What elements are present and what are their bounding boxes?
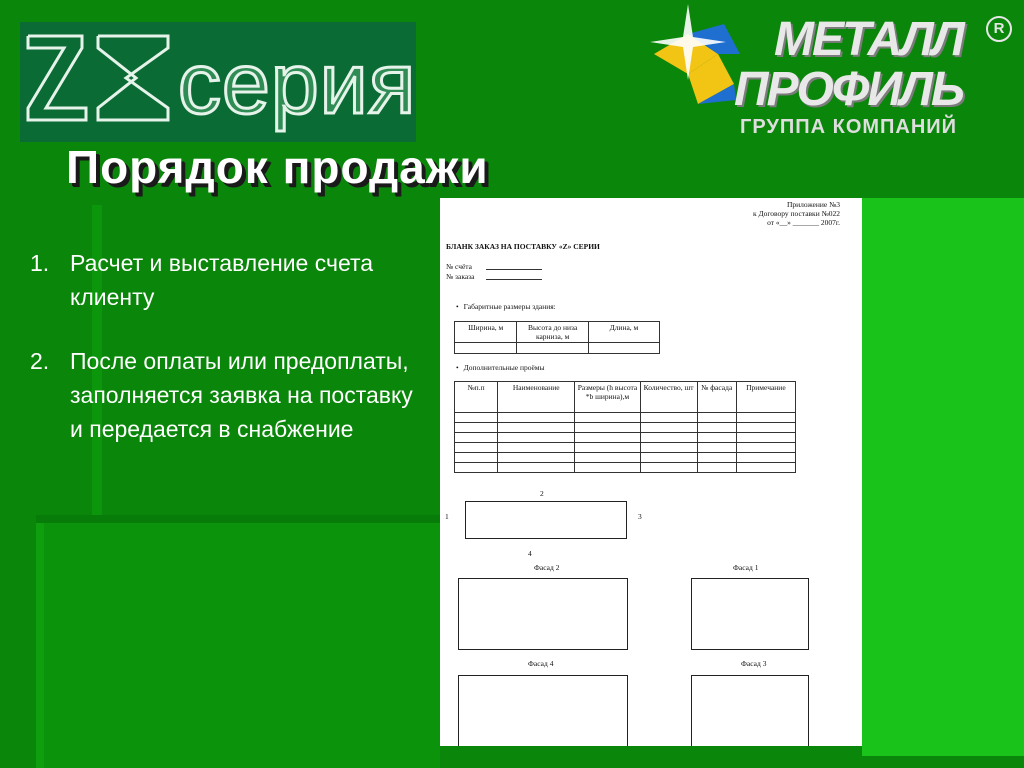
step-text: Расчет и выставление счета клиенту [70, 250, 374, 310]
table-header-row [455, 322, 660, 343]
order-label: № заказа [446, 272, 475, 281]
order-form-document [440, 198, 862, 746]
facade-label: Фасад 4 [528, 659, 554, 668]
brand-name-line2: ПРОФИЛЬ [734, 63, 963, 116]
registered-mark-icon: R [986, 16, 1012, 42]
table-row [455, 443, 796, 453]
brand-subtitle: ГРУППА КОМПАНИЙ [740, 116, 958, 138]
table-row [455, 413, 796, 423]
facade-box [458, 578, 628, 650]
step-number: 1. [30, 250, 50, 276]
building-plan-box [465, 501, 627, 539]
logo-series-word: серия [178, 36, 417, 132]
dims-bullet: • Габаритные размеры здания: [456, 302, 556, 311]
table-row [455, 433, 796, 443]
table-header-cell: Количество, шт [640, 382, 697, 413]
table-header-row [455, 382, 796, 413]
facade-label: Фасад 1 [733, 563, 759, 572]
form-heading: БЛАНК ЗАКАЗ НА ПОСТАВКУ «Z» СЕРИИ [446, 242, 600, 251]
list-item [30, 344, 430, 446]
decor-panel [44, 523, 440, 768]
plan-label-top: 2 [540, 489, 544, 498]
table-header-cell: №п.п [455, 382, 498, 413]
invoice-label: № счёта [446, 262, 473, 271]
appendix-line: к Договору поставки №022 [753, 209, 840, 218]
plan-label-right: 3 [638, 512, 642, 521]
facade-box [691, 675, 809, 746]
brand-name-line1: МЕТАЛЛ [774, 13, 963, 66]
table-row [455, 453, 796, 463]
table-row [455, 423, 796, 433]
table-header-cell: Ширина, м [455, 322, 517, 343]
decor-stripe [36, 515, 44, 768]
brand-star-icon [648, 4, 748, 114]
openings-table [454, 381, 796, 473]
steps-list [30, 246, 430, 476]
openings-bullet: • Дополнительные проёмы [456, 363, 545, 372]
table-header-cell: Примечание [736, 382, 795, 413]
plan-label-left: 1 [445, 512, 449, 521]
facade-box [458, 675, 628, 746]
brand-logo [648, 4, 1018, 144]
table-header-cell: Высота до низа карниза, м [517, 322, 588, 343]
order-field [486, 272, 542, 280]
decor-stripe [36, 515, 440, 523]
table-header-cell: Размеры (h высота *b ширина),м [575, 382, 640, 413]
z-letters-icon [20, 22, 180, 142]
invoice-field [486, 262, 542, 270]
dims-table [454, 321, 660, 354]
appendix-line: от «__» _______ 2007г. [767, 218, 840, 227]
z-series-logo [20, 22, 416, 142]
accent-panel [862, 198, 1024, 756]
facade-label: Фасад 2 [534, 563, 560, 572]
step-text: После оплаты или предоплаты, заполняется заявка на поставку и передается в снабжение [70, 348, 413, 442]
step-number: 2. [30, 348, 50, 374]
slide-title: Порядок продажи [66, 141, 489, 193]
table-header-cell: № фасада [697, 382, 736, 413]
facade-box [691, 578, 809, 650]
list-item [30, 246, 430, 314]
table-header-cell: Наименование [498, 382, 575, 413]
facade-label: Фасад 3 [741, 659, 767, 668]
table-row [455, 463, 796, 473]
table-header-cell: Длина, м [588, 322, 659, 343]
plan-label-bottom: 4 [528, 549, 532, 558]
table-row [455, 343, 660, 354]
appendix-line: Приложение №3 [786, 200, 840, 209]
